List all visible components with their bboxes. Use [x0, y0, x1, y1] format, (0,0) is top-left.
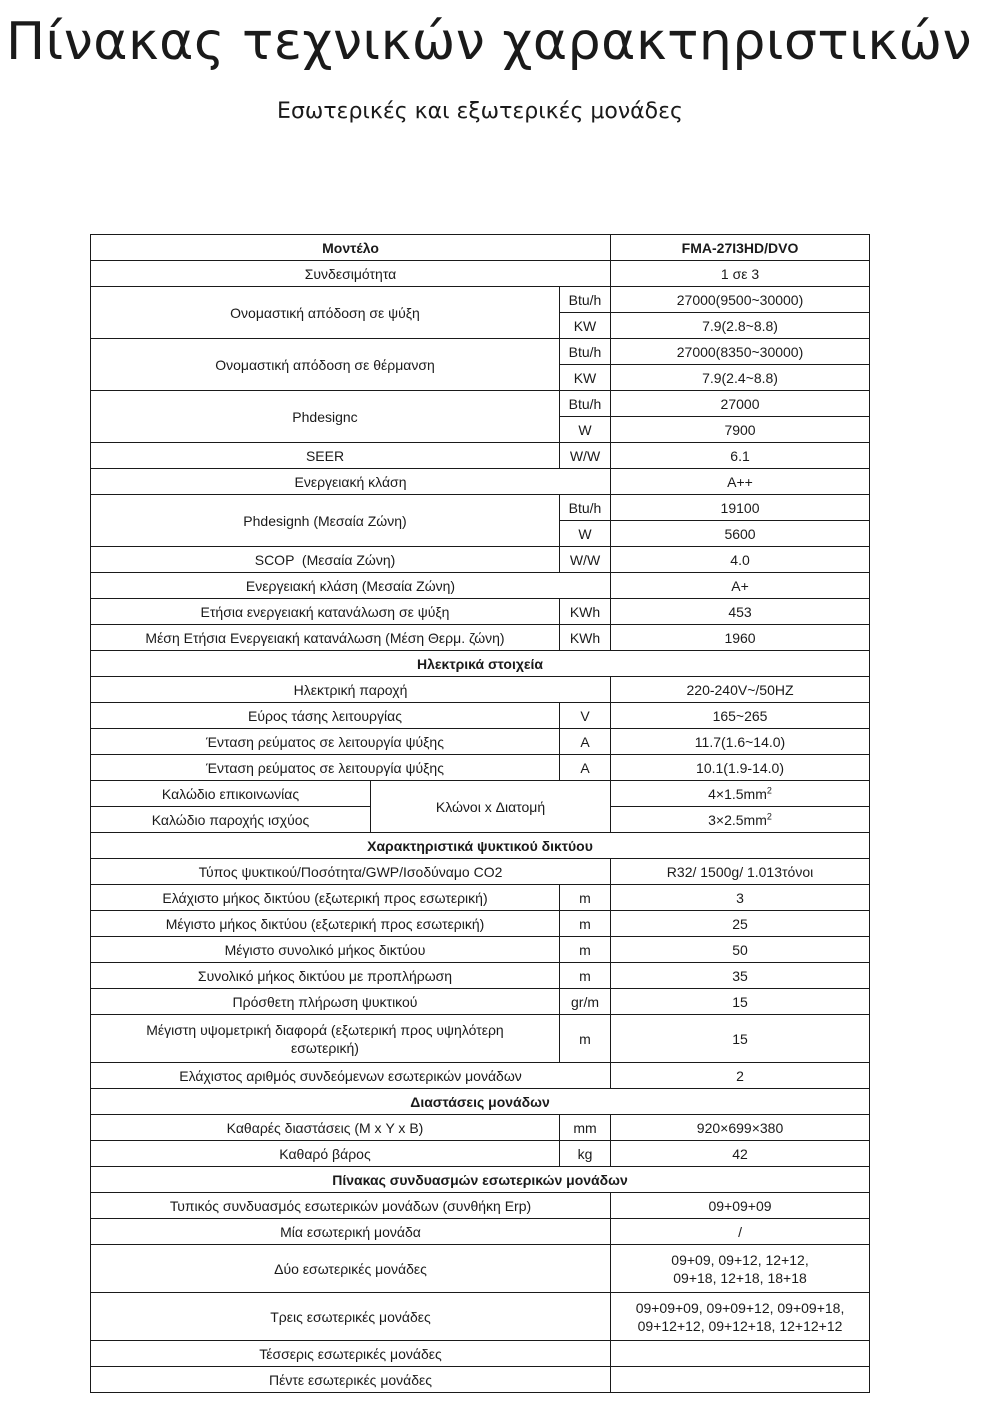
row-label: Εύρος τάσης λειτουργίας: [91, 703, 560, 729]
row-value: 7900: [611, 417, 870, 443]
model-label: Μοντέλο: [91, 235, 611, 261]
section-header-row: [91, 651, 870, 677]
table-row: [91, 573, 870, 599]
model-value: FMA-27I3HD/DVO: [611, 235, 870, 261]
row-label: Πέντε εσωτερικές μονάδες: [91, 1367, 611, 1393]
table-row: [91, 963, 870, 989]
row-value: 3: [611, 885, 870, 911]
row-label: Μέγιστο συνολικό μήκος δικτύου: [91, 937, 560, 963]
table-row: [91, 703, 870, 729]
row-label: Phdesignc: [91, 391, 560, 443]
row-unit: Btu/h: [560, 495, 611, 521]
section-header-combinations: Πίνακας συνδυασμών εσωτερικών μονάδων: [91, 1167, 870, 1193]
row-unit: V: [560, 703, 611, 729]
row-value: 10.1(1.9-14.0): [611, 755, 870, 781]
row-value: 25: [611, 911, 870, 937]
row-value: 2: [611, 1063, 870, 1089]
row-value: 15: [611, 1015, 870, 1063]
table-row: [91, 937, 870, 963]
row-label: Ονομαστική απόδοση σε θέρμανση: [91, 339, 560, 391]
row-unit: m: [560, 963, 611, 989]
row-value: 09+09, 09+12, 12+12, 09+18, 12+18, 18+18: [611, 1245, 870, 1293]
section-header-refrigerant: Χαρακτηριστικά ψυκτικού δικτύου: [91, 833, 870, 859]
row-label: Ενεργειακή κλάση: [91, 469, 611, 495]
row-value: A+: [611, 573, 870, 599]
row-value: 453: [611, 599, 870, 625]
row-value: [611, 1367, 870, 1393]
row-unit: Btu/h: [560, 339, 611, 365]
row-unit: m: [560, 885, 611, 911]
row-label: Ένταση ρεύματος σε λειτουργία ψύξης: [91, 755, 560, 781]
row-label: Ελάχιστο μήκος δικτύου (εξωτερική προς εσωτερική): [91, 885, 560, 911]
row-unit: A: [560, 729, 611, 755]
row-label: Τέσσερις εσωτερικές μονάδες: [91, 1341, 611, 1367]
table-row: [91, 495, 870, 521]
table-row: [91, 1063, 870, 1089]
row-label: Μέγιστο μήκος δικτύου (εξωτερική προς εσωτερική): [91, 911, 560, 937]
row-value: 7.9(2.4~8.8): [611, 365, 870, 391]
row-unit: m: [560, 1015, 611, 1063]
row-label: Καθαρές διαστάσεις (Μ x Υ x Β): [91, 1115, 560, 1141]
table-row: [91, 1141, 870, 1167]
row-unit: mm: [560, 1115, 611, 1141]
section-header-electrical: Ηλεκτρικά στοιχεία: [91, 651, 870, 677]
table-row: [91, 625, 870, 651]
row-label: Καθαρό βάρος: [91, 1141, 560, 1167]
table-row: [91, 469, 870, 495]
row-label: Ένταση ρεύματος σε λειτουργία ψύξης: [91, 729, 560, 755]
row-value: 09+09+09, 09+09+12, 09+09+18, 09+12+12, 09+12+18, 12+12+12: [611, 1293, 870, 1341]
row-value: [611, 1341, 870, 1367]
row-value: 920×699×380: [611, 1115, 870, 1141]
row-label: SCOP (Μεσαία Ζώνη): [91, 547, 560, 573]
row-label: Μέγιστη υψομετρική διαφορά (εξωτερική προς υψηλότερη εσωτερική): [91, 1015, 560, 1063]
row-label: Πρόσθετη πλήρωση ψυκτικού: [91, 989, 560, 1015]
table-row: [91, 1245, 870, 1293]
row-value: 5600: [611, 521, 870, 547]
row-label: SEER: [91, 443, 560, 469]
row-label: Καλώδιο παροχής ισχύος: [91, 807, 371, 833]
row-label: Δύο εσωτερικές μονάδες: [91, 1245, 611, 1293]
row-unit: m: [560, 937, 611, 963]
row-value: 11.7(1.6~14.0): [611, 729, 870, 755]
table-row: [91, 391, 870, 417]
row-label: Ετήσια ενεργειακή κατανάλωση σε ψύξη: [91, 599, 560, 625]
row-unit: KW: [560, 365, 611, 391]
row-value: A++: [611, 469, 870, 495]
row-label: Ελάχιστος αριθμός συνδεόμενων εσωτερικών μονάδων: [91, 1063, 611, 1089]
row-value: 1 σε 3: [611, 261, 870, 287]
row-value: 09+09+09: [611, 1193, 870, 1219]
row-unit: W/W: [560, 547, 611, 573]
cables-unit: Κλώνοι x Διατομή: [371, 781, 611, 833]
table-row: [91, 339, 870, 365]
row-label: Ονομαστική απόδοση σε ψύξη: [91, 287, 560, 339]
table-row: [91, 1341, 870, 1367]
row-label: Ενεργειακή κλάση (Μεσαία Ζώνη): [91, 573, 611, 599]
row-unit: Btu/h: [560, 287, 611, 313]
row-label: Τύπος ψυκτικού/Ποσότητα/GWP/Ισοδύναμο CO2: [91, 859, 611, 885]
row-unit: W/W: [560, 443, 611, 469]
row-unit: Btu/h: [560, 391, 611, 417]
row-value: 50: [611, 937, 870, 963]
row-unit: W: [560, 417, 611, 443]
table-row: [91, 729, 870, 755]
row-unit: KWh: [560, 625, 611, 651]
table-row: [91, 1367, 870, 1393]
table-row: [91, 599, 870, 625]
row-unit: kg: [560, 1141, 611, 1167]
table-row: [91, 1219, 870, 1245]
row-value: 27000(8350~30000): [611, 339, 870, 365]
row-unit: A: [560, 755, 611, 781]
row-unit: W: [560, 521, 611, 547]
row-value: R32/ 1500g/ 1.013τόνοι: [611, 859, 870, 885]
row-unit: m: [560, 911, 611, 937]
row-value: 27000: [611, 391, 870, 417]
row-label: Μέση Ετήσια Ενεργειακή κατανάλωση (Μέση Θερμ. ζώνη): [91, 625, 560, 651]
table-row: [91, 1293, 870, 1341]
row-value: 4.0: [611, 547, 870, 573]
row-label: Συνδεσιμότητα: [91, 261, 611, 287]
table-row: [91, 547, 870, 573]
table-row: [91, 755, 870, 781]
row-label: Καλώδιο επικοινωνίας: [91, 781, 371, 807]
row-value: 27000(9500~30000): [611, 287, 870, 313]
table-row: [91, 677, 870, 703]
row-value: 42: [611, 1141, 870, 1167]
row-value: 1960: [611, 625, 870, 651]
table-row: [91, 443, 870, 469]
row-label: Phdesignh (Μεσαία Ζώνη): [91, 495, 560, 547]
section-header-row: [91, 1167, 870, 1193]
table-row: [91, 911, 870, 937]
row-value: 7.9(2.8~8.8): [611, 313, 870, 339]
table-row: [91, 1115, 870, 1141]
row-label: Τρεις εσωτερικές μονάδες: [91, 1293, 611, 1341]
table-row: [91, 235, 870, 261]
page-subtitle: Εσωτερικές και εξωτερικές μονάδες: [277, 99, 683, 124]
row-value: $4\times 1.5mm^2$: [611, 781, 870, 807]
row-value: $3\times 2.5mm^2$: [611, 807, 870, 833]
table-row: [91, 287, 870, 313]
row-value: 165~265: [611, 703, 870, 729]
table-row: [91, 989, 870, 1015]
row-unit: KWh: [560, 599, 611, 625]
section-header-row: [91, 833, 870, 859]
row-label: Ηλεκτρική παροχή: [91, 677, 611, 703]
table-row: [91, 859, 870, 885]
table-row: [91, 885, 870, 911]
table-row: [91, 781, 870, 807]
section-header-row: [91, 1089, 870, 1115]
spec-table: [90, 234, 870, 1393]
row-value: 220-240V~/50HZ: [611, 677, 870, 703]
table-row: [91, 1015, 870, 1063]
page-title: Πίνακας τεχνικών χαρακτηριστικών: [6, 12, 973, 72]
table-row: [91, 261, 870, 287]
row-value: 19100: [611, 495, 870, 521]
row-label: Μία εσωτερική μονάδα: [91, 1219, 611, 1245]
row-unit: KW: [560, 313, 611, 339]
row-value: 35: [611, 963, 870, 989]
row-value: /: [611, 1219, 870, 1245]
section-header-dimensions: Διαστάσεις μονάδων: [91, 1089, 870, 1115]
row-label: Τυπικός συνδυασμός εσωτερικών μονάδων (συνθήκη Erp): [91, 1193, 611, 1219]
row-value: 15: [611, 989, 870, 1015]
row-value: 6.1: [611, 443, 870, 469]
table-row: [91, 1193, 870, 1219]
row-unit: gr/m: [560, 989, 611, 1015]
row-label: Συνολικό μήκος δικτύου με προπλήρωση: [91, 963, 560, 989]
